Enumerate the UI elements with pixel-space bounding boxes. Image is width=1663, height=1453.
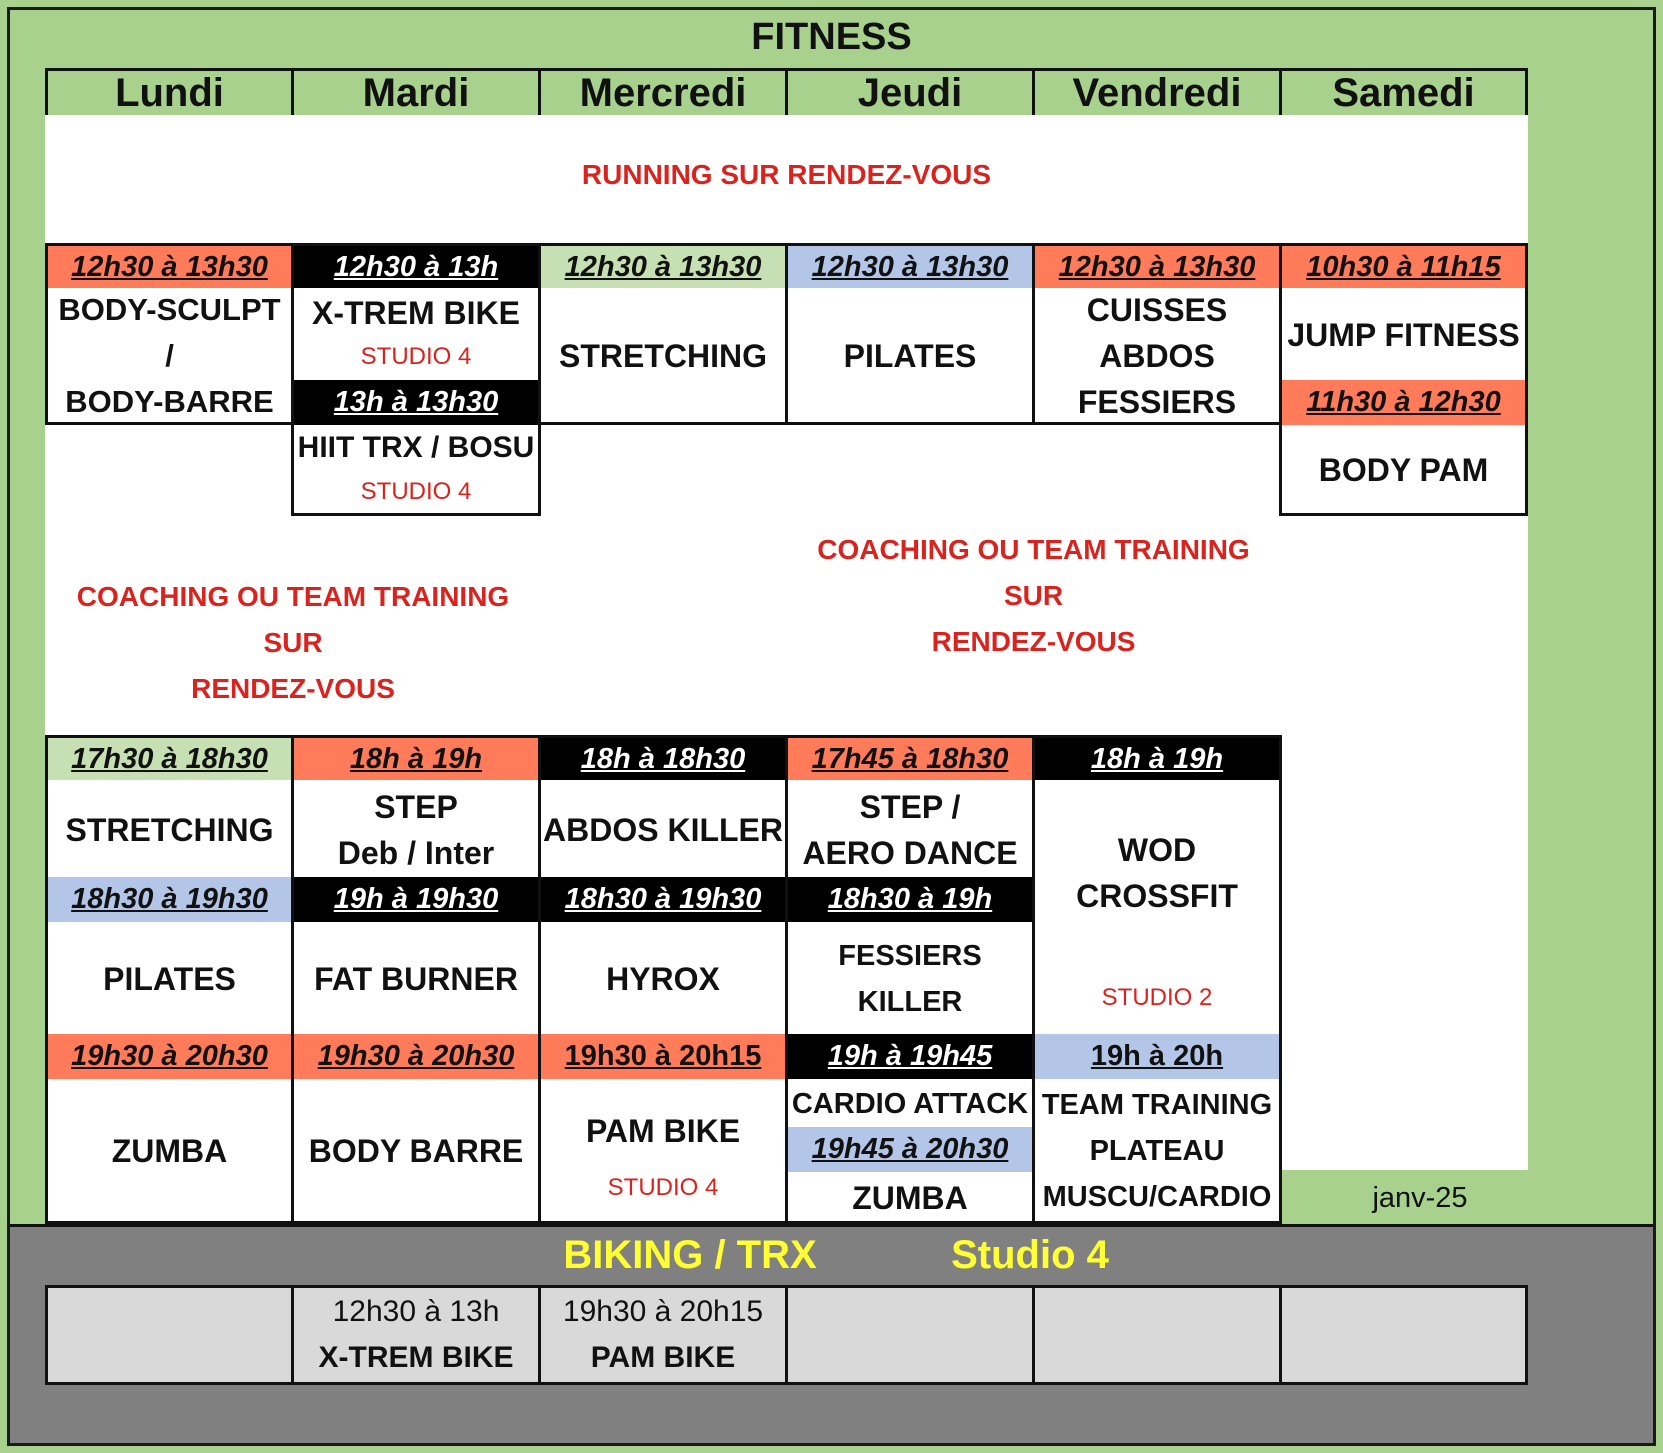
class-title: PILATES: [103, 961, 236, 997]
class-title: STRETCHING: [559, 338, 767, 374]
studio-label: STUDIO 2: [1101, 984, 1213, 1011]
class-line: STEP: [374, 788, 458, 825]
running-note: RUNNING SUR RENDEZ-VOUS: [581, 159, 992, 190]
day-header-lundi: Lundi: [45, 68, 294, 118]
studio-label: STUDIO 4: [360, 343, 472, 370]
class-line: CUISSES: [1086, 292, 1228, 328]
class-title: FAT BURNER: [314, 961, 518, 997]
samedi-evening-empty: [1280, 695, 1528, 1170]
class-title: WOD CROSSFIT: [1076, 832, 1238, 914]
bike-class-title: X-TREM BIKE: [318, 1341, 514, 1374]
studio-label: STUDIO 4: [607, 1174, 719, 1201]
class-title: HIIT TRX / BOSU: [297, 431, 535, 464]
bike-cell-mardi: [291, 1285, 541, 1385]
day-header-jeudi: Jeudi: [785, 68, 1035, 118]
time-slot-mardi-midday-1: 12h30 à 13h: [291, 243, 541, 288]
day-header-vendredi: Vendredi: [1032, 68, 1282, 118]
class-line: AERO DANCE: [802, 834, 1018, 871]
studio-label: STUDIO 4: [360, 478, 472, 505]
class-title: STRETCHING: [65, 811, 274, 848]
time-slot-mercredi-evening-3: 19h30 à 20h15: [538, 1034, 788, 1079]
class-line: Deb / Inter: [337, 834, 495, 871]
coaching-note-line: RENDEZ-VOUS: [931, 625, 1136, 657]
class-title: HYROX: [606, 961, 720, 997]
bike-cell-lundi: [45, 1285, 294, 1385]
class-title: FESSIERS KILLER: [838, 940, 982, 1018]
class-line: TEAM TRAINING: [1041, 1089, 1273, 1121]
class-title: BODY PAM: [1318, 452, 1489, 488]
class-line: BODY-SCULPT: [58, 292, 281, 327]
class-line: ABDOS: [1099, 338, 1215, 374]
time-slot-vendredi-midday: 12h30 à 13h30: [1032, 243, 1282, 288]
class-title: ZUMBA: [852, 1179, 968, 1216]
time-slot-lundi-evening-1: 17h30 à 18h30: [45, 735, 294, 780]
time-slot-samedi-1: 10h30 à 11h15: [1279, 243, 1528, 288]
time-slot-lundi-evening-3: 19h30 à 20h30: [45, 1034, 294, 1079]
time-slot-lundi-midday: 12h30 à 13h30: [45, 243, 294, 288]
page-title: FITNESS: [751, 15, 912, 58]
class-cell-vendredi-evening-1: [1032, 735, 1282, 1037]
class-title: X-TREM BIKE: [312, 295, 520, 331]
time-slot-jeudi-evening-2: 18h30 à 19h: [785, 877, 1035, 922]
coaching-note-line: COACHING OU TEAM TRAINING SUR: [817, 533, 1250, 611]
time-slot-mardi-evening-3: 19h30 à 20h30: [291, 1034, 541, 1079]
class-line: STEP /: [859, 788, 961, 825]
time-slot-mardi-evening-2: 19h à 19h30: [291, 877, 541, 922]
class-title: BODY BARRE: [308, 1133, 524, 1169]
day-header-mercredi: Mercredi: [538, 68, 788, 118]
time-slot-jeudi-evening-4: 19h45 à 20h30: [785, 1127, 1035, 1172]
time-slot-mercredi-evening-1: 18h à 18h30: [538, 735, 788, 780]
time-slot-samedi-2: 11h30 à 12h30: [1279, 380, 1528, 425]
bike-cell-vendredi: [1032, 1285, 1282, 1385]
bike-class-title: PAM BIKE: [590, 1341, 736, 1374]
class-title: ZUMBA: [111, 1133, 228, 1169]
biking-studio-title: Studio 4: [951, 1232, 1109, 1277]
coaching-note-line: RENDEZ-VOUS: [191, 672, 395, 704]
bike-cell-jeudi: [785, 1285, 1035, 1385]
class-title: ABDOS KILLER: [543, 811, 783, 848]
time-slot-jeudi-midday: 12h30 à 13h30: [785, 243, 1035, 288]
time-slot-mardi-midday-2: 13h à 13h30: [291, 380, 541, 425]
class-title: CARDIO ATTACK: [791, 1088, 1029, 1120]
bike-cell-mercredi: [538, 1285, 788, 1385]
class-line: /: [165, 338, 174, 373]
coaching-note-left: [45, 580, 541, 704]
bike-cell-samedi: [1279, 1285, 1528, 1385]
time-slot-mardi-evening-1: 18h à 19h: [291, 735, 541, 780]
time-slot-mercredi-evening-2: 18h30 à 19h30: [538, 877, 788, 922]
day-header-mardi: Mardi: [291, 68, 541, 118]
class-title: PILATES: [843, 338, 977, 374]
date-stamp: janv-25: [1372, 1181, 1468, 1214]
bike-time: 19h30 à 20h15: [562, 1295, 764, 1328]
time-slot-jeudi-evening-3: 19h à 19h45: [785, 1034, 1035, 1079]
time-slot-vendredi-evening-1: 18h à 19h: [1032, 735, 1282, 780]
class-title: PAM BIKE: [585, 1113, 741, 1149]
bike-time: 12h30 à 13h: [332, 1295, 500, 1328]
class-title: JUMP FITNESS: [1287, 317, 1520, 353]
coaching-note-line: COACHING OU TEAM TRAINING SUR: [76, 580, 510, 658]
class-line: FESSIERS: [1077, 384, 1237, 420]
time-slot-mercredi-midday: 12h30 à 13h30: [538, 243, 788, 288]
class-line: MUSCU/CARDIO: [1042, 1181, 1272, 1213]
time-slot-vendredi-evening-2: 19h à 20h: [1032, 1034, 1282, 1079]
class-line: BODY-BARRE: [65, 384, 274, 419]
time-slot-lundi-evening-2: 18h30 à 19h30: [45, 877, 294, 922]
class-line: PLATEAU: [1089, 1135, 1225, 1167]
time-slot-jeudi-evening-1: 17h45 à 18h30: [785, 735, 1035, 780]
biking-title: BIKING / TRX: [563, 1232, 817, 1277]
coaching-note-right: [785, 533, 1282, 657]
day-header-samedi: Samedi: [1279, 68, 1528, 118]
